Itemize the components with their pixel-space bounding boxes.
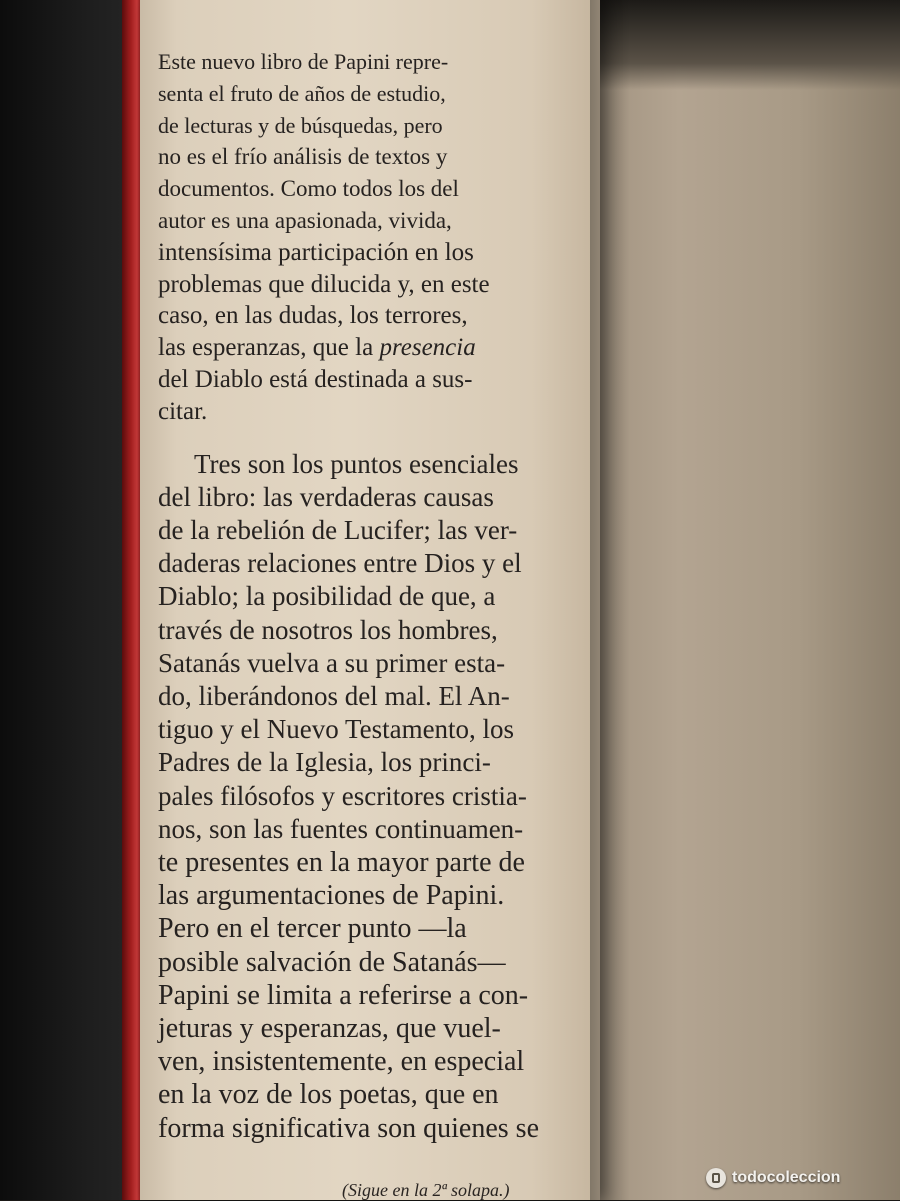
watermark [706, 1168, 840, 1188]
text-line: ven, insistentemente, en especial [158, 1046, 525, 1078]
text-line: Diablo; la posibilidad de que, a [158, 581, 496, 612]
text-line: documentos. Como todos los del [158, 176, 459, 202]
text-line: Este nuevo libro de Papini repre- [158, 49, 449, 74]
text-line: Tres son los puntos esenciales [194, 448, 519, 479]
text-line: las argumentaciones de Papini. [158, 880, 505, 912]
text-line: las esperanzas, que la presencia [158, 334, 476, 362]
text-line: de lecturas y de búsquedas, pero [158, 112, 443, 138]
text-line: de la rebelión de Lucifer; las ver- [158, 514, 518, 545]
todocoleccion-logo-icon [706, 1168, 726, 1188]
text-line: caso, en las dudas, los terrores, [158, 302, 468, 330]
text-line: posible salvación de Satanás— [158, 946, 506, 978]
continue-note: (Sigue en la 2ª solapa.) [342, 1180, 510, 1200]
red-book-cover-edge [122, 0, 142, 1200]
text-line: Papini se limita a referirse a con- [158, 979, 529, 1011]
text-line: intensísima participación en los [158, 238, 474, 266]
text-line: del libro: las verdaderas causas [158, 481, 494, 512]
text-line: Pero en el tercer punto —la [158, 913, 467, 945]
flap-paragraph-2 [158, 448, 604, 1145]
text-line: te presentes en la mayor parte de [158, 847, 525, 878]
text-line: del Diablo está destinada a sus- [158, 365, 473, 393]
text-line: tiguo y el Nuevo Testamento, los [158, 714, 515, 745]
text-line: autor es una apasionada, vivida, [158, 207, 452, 233]
text-line: través de nosotros los hombres, [158, 614, 498, 645]
text-line: forma significativa son quienes se [158, 1112, 540, 1144]
text-line: nos, son las fuentes continuamen- [158, 813, 524, 844]
flap-paragraph-1 [158, 46, 604, 428]
text-line: citar. [158, 397, 208, 425]
text-line: problemas que dilucida y, en este [158, 270, 490, 298]
watermark-text: todocoleccion [732, 1169, 841, 1186]
flap-text-block [158, 46, 604, 1145]
text-line: en la voz de los poetas, que en [158, 1079, 499, 1111]
text-line: Satanás vuelva a su primer esta- [158, 647, 506, 678]
text-line: daderas relaciones entre Dios y el [158, 548, 522, 579]
dark-background [0, 0, 140, 1200]
text-line: jeturas y esperanzas, que vuel- [158, 1013, 501, 1045]
text-line: senta el fruto de años de estudio, [158, 80, 446, 106]
text-line: no es el frío análisis de textos y [158, 144, 448, 170]
text-line: do, liberándonos del mal. El An- [158, 680, 510, 711]
text-line: pales filósofos y escritores cristia- [158, 780, 527, 811]
text-line: Padres de la Iglesia, los princi- [158, 747, 491, 778]
italic-word: presencia [379, 334, 476, 362]
